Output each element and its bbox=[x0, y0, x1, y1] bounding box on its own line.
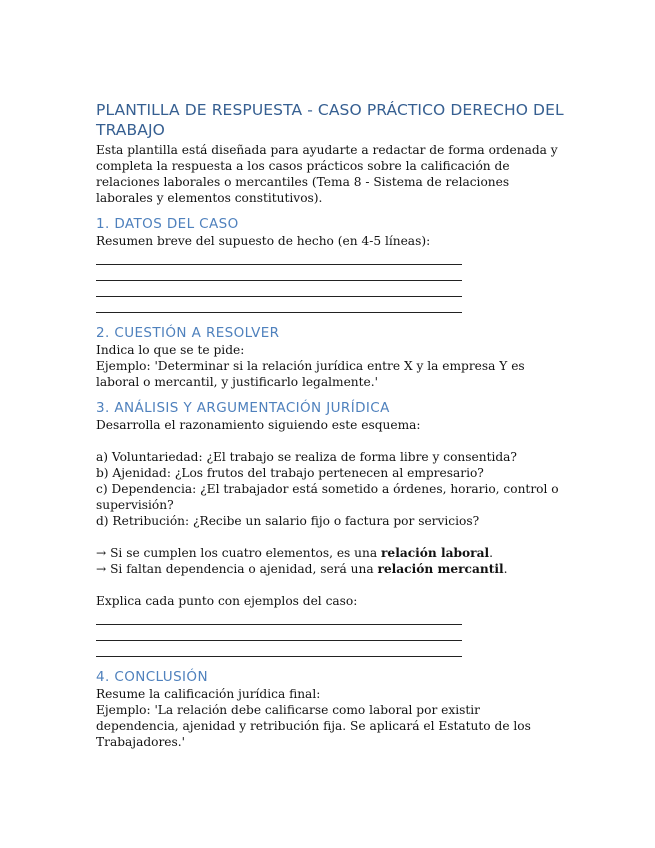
section-3-explain: Explica cada punto con ejemplos del caso: bbox=[96, 594, 358, 608]
section-4-example: Ejemplo: 'La relación debe calificarse como laboral por existir dependencia, ajenidad y retribución fija. Se aplicará el Estatuto de los Trabajadores.' bbox=[96, 703, 531, 749]
section-3-heading: 3. ANÁLISIS Y ARGUMENTACIÓN JURÍDICA bbox=[96, 400, 390, 416]
intro-paragraph: Esta plantilla está diseñada para ayudarte a redactar de forma ordenada y completa la respuesta a los casos prácticos sobre la calificación de relaciones laborales o mercantiles (Tema 8 - Sistema de relaciones laborales y elementos constitutivos). bbox=[96, 143, 558, 205]
answer-lines-1 bbox=[96, 249, 566, 313]
section-3-text: Desarrolla el razonamiento siguiendo este esquema: bbox=[96, 418, 421, 432]
answer-lines-3 bbox=[96, 609, 566, 657]
answer-line[interactable] bbox=[96, 641, 462, 657]
section-1-text: Resumen breve del supuesto de hecho (en 4-5 líneas): bbox=[96, 234, 431, 248]
section-2-heading: 2. CUESTIÓN A RESOLVER bbox=[96, 325, 280, 341]
section-2-example: Ejemplo: 'Determinar si la relación jurídica entre X y la empresa Y es laboral o mercantil, y justificarlo legalmente.' bbox=[96, 359, 525, 389]
answer-line[interactable] bbox=[96, 297, 462, 313]
section-1-heading: 1. DATOS DEL CASO bbox=[96, 216, 239, 232]
answer-line[interactable] bbox=[96, 281, 462, 297]
rule-mercantil: → Si faltan dependencia o ajenidad, será una relación mercantil. bbox=[96, 562, 508, 576]
document-title: PLANTILLA DE RESPUESTA - CASO PRÁCTICO DERECHO DEL TRABAJO bbox=[96, 101, 564, 139]
criterion-item: c) Dependencia: ¿El trabajador está sometido a órdenes, horario, control o supervisión? bbox=[96, 482, 559, 512]
answer-line[interactable] bbox=[96, 609, 462, 625]
criterion-item: d) Retribución: ¿Recibe un salario fijo o factura por servicios? bbox=[96, 514, 480, 528]
section-4-text: Resume la calificación jurídica final: bbox=[96, 687, 321, 701]
rule-laboral: → Si se cumplen los cuatro elementos, es una relación laboral. bbox=[96, 546, 494, 560]
document-page bbox=[96, 100, 566, 750]
section-4-heading: 4. CONCLUSIÓN bbox=[96, 669, 208, 685]
criterion-item: b) Ajenidad: ¿Los frutos del trabajo pertenecen al empresario? bbox=[96, 466, 484, 480]
section-2-text: Indica lo que se te pide: bbox=[96, 343, 245, 357]
criterion-item: a) Voluntariedad: ¿El trabajo se realiza de forma libre y consentida? bbox=[96, 450, 517, 464]
answer-line[interactable] bbox=[96, 249, 462, 265]
answer-line[interactable] bbox=[96, 625, 462, 641]
answer-line[interactable] bbox=[96, 265, 462, 281]
